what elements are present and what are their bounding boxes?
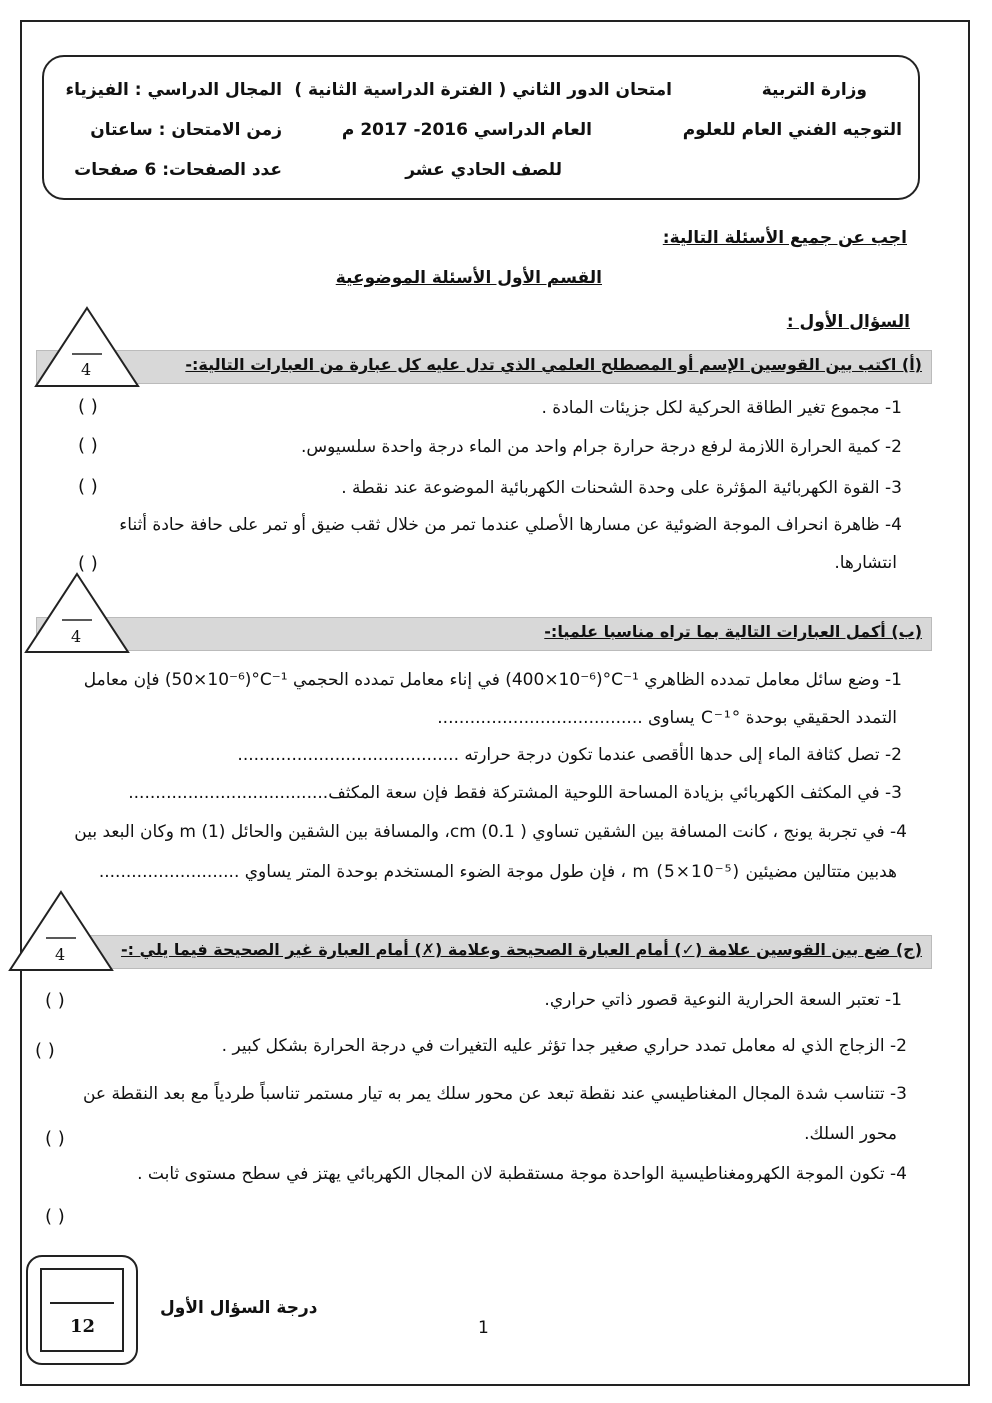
part-a-title: (أ) اكتب بين القوسين الإسم أو المصطلح العلمي الذي تدل عليه كل عبارة من العبارات التالية:- — [185, 355, 922, 374]
part-b-item-1-cont: التمدد الحقيقي بوحدة °C⁻¹ يساوى ...................................... — [437, 708, 897, 728]
part-a-item-4-cont: انتشارها. — [834, 553, 897, 573]
part-a-item-1: 1- مجموع تغير الطاقة الحركية لكل جزيئات المادة . — [541, 398, 902, 418]
part-b-item-1 — [84, 670, 902, 690]
part-b-item-1-unit-2: (50×10⁻⁶)°C⁻¹ — [164, 670, 288, 690]
part-b-item-1-a: 1- وضع سائل معامل تمدده الظاهري — [644, 670, 902, 690]
part-c-mark: 4 — [55, 945, 66, 964]
grade-level: للصف الحادي عشر — [405, 160, 562, 180]
part-b-item-1-b: في إناء معامل تمدده الحجمي — [293, 670, 500, 690]
part-a-item-3: 3- القوة الكهربائية المؤثرة على وحدة الشحنات الكهربائية الموضوعة عند نقطة . — [341, 478, 902, 498]
part-c-item-1: 1- تعتبر السعة الحرارية النوعية قصور ذاتي حراري. — [544, 990, 902, 1010]
part-b-item-1-c: فإن معامل — [83, 670, 160, 690]
section-title: القسم الأول الأسئلة الموضوعية — [335, 268, 602, 288]
part-c-item-3-cont: محور السلك. — [804, 1124, 897, 1144]
part-c-title: (ج) ضع بين القوسين علامة (✓) أمام العبارة الصحيحة وعلامة (✗) أمام العبارة غير الصحيحة فيما يلي :- — [121, 940, 922, 959]
part-c-item-4: 4- تكون الموجة الكهرومغناطيسية الواحدة موجة مستقطبة لان المجال الكهربائي يهتز في سطح مستوى ثابت . — [137, 1164, 907, 1184]
part-b-title: (ب) أكمل العبارات التالية بما تراه مناسبا علميا:- — [544, 622, 922, 641]
part-a-mark: 4 — [81, 360, 92, 379]
answer-paren: ( ) — [45, 1206, 65, 1227]
question-title: السؤال الأول : — [786, 312, 910, 332]
ministry: وزارة التربية — [761, 80, 867, 100]
part-a-item-2: 2- كمية الحرارة اللازمة لرفع درجة حرارة جرام واحد من الماء درجة واحدة سلسيوس. — [300, 437, 902, 457]
answer-paren: ( ) — [45, 990, 65, 1011]
grade-label: درجة السؤال الأول — [160, 1298, 318, 1318]
answer-paren: ( ) — [78, 553, 98, 574]
part-c-item-2: 2- الزجاج الذي له معامل تمدد حراري صغير جدا تؤثر عليه التغيرات في درجة الحرارة بشكل كبير . — [221, 1036, 907, 1056]
part-b-mark: 4 — [71, 627, 82, 646]
part-a-item-4: 4- ظاهرة انحراف الموجة الضوئية عن مسارها الأصلي عندما تمر من خلال ثقب ضيق أو تمر على حافة حادة أثناء — [119, 515, 902, 535]
part-b-item-4-cont: هدبين متتالين مضيئين m (5×10⁻⁵) ، فإن طول موجة الضوء المستخدم بوحدة المتر يساوي .......................... — [98, 862, 897, 882]
page-count: عدد الصفحات: 6 صفحات — [74, 160, 282, 180]
part-b-item-1-unit-1: (400×10⁻⁶)°C⁻¹ — [505, 670, 639, 690]
exam-duration: زمن الامتحان : ساعتان — [90, 120, 282, 140]
instructions: اجب عن جميع الأسئلة التالية: — [662, 228, 907, 248]
part-b-item-3: 3- في المكثف الكهربائي بزيادة المساحة اللوحية المشتركة فقط فإن سعة المكثف..................................... — [128, 783, 902, 803]
part-b-item-2: 2- تصل كثافة الماء إلى حدها الأقصى عندما تكون درجة حرارته ......................................... — [237, 745, 902, 765]
part-c-item-3: 3- تتناسب شدة المجال المغناطيسي عند نقطة تبعد عن محور سلك يمر به تيار مستمر تناسباً طردياً مع بعد النقطة عن — [82, 1084, 907, 1104]
answer-paren: ( ) — [78, 476, 98, 497]
answer-paren: ( ) — [45, 1128, 65, 1149]
guidance: التوجيه الفني العام للعلوم — [682, 120, 902, 140]
exam-title: امتحان الدور الثاني ( الفترة الدراسية الثانية ) — [294, 80, 672, 100]
grade-divider — [50, 1302, 114, 1304]
page-number: 1 — [478, 1318, 489, 1338]
academic-year: العام الدراسي 2016- 2017 م — [341, 120, 592, 140]
answer-paren: ( ) — [78, 396, 98, 417]
part-b-item-4: 4- في تجربة يونج ، كانت المسافة بين الشقين تساوي cm (0.1 )، والمسافة بين الشقين والحائل m (1) وكان البعد بين — [74, 822, 907, 842]
grade-inner-box — [40, 1268, 124, 1352]
answer-paren: ( ) — [35, 1040, 55, 1061]
subject: المجال الدراسي : الفيزياء — [65, 80, 282, 100]
answer-paren: ( ) — [78, 435, 98, 456]
total-mark: 12 — [70, 1316, 96, 1337]
